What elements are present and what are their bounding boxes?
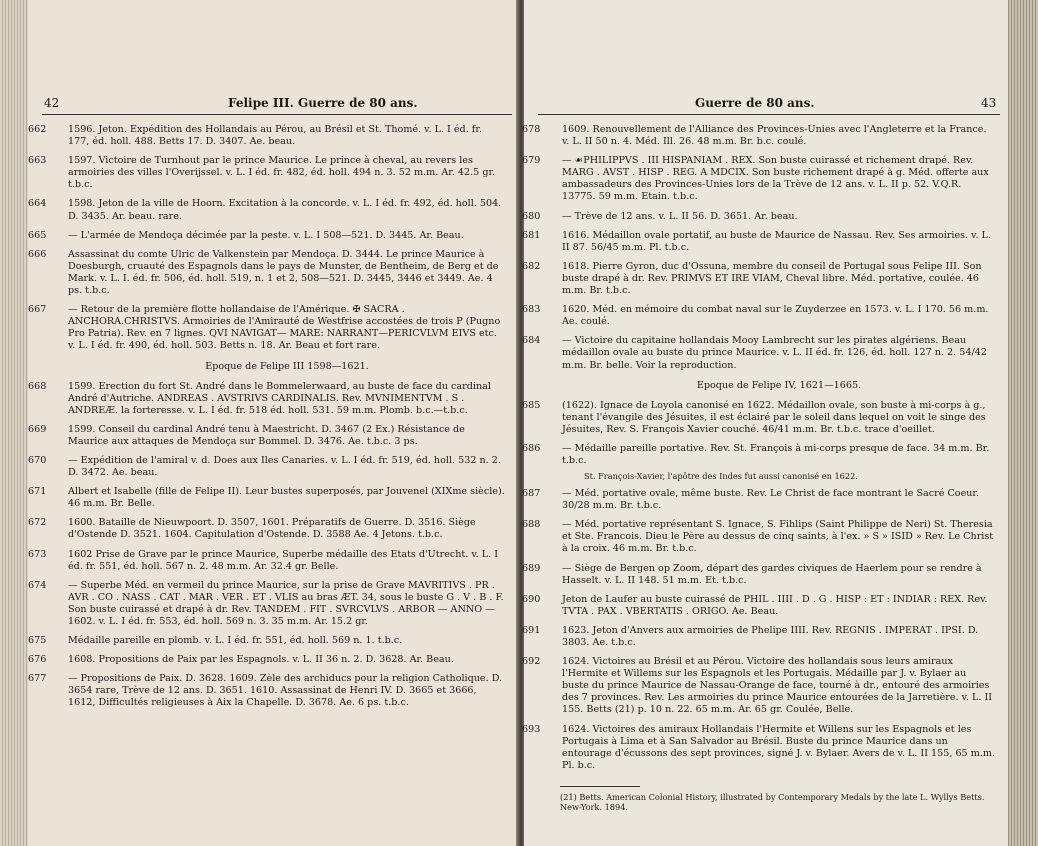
entry-number: 679 bbox=[522, 155, 541, 167]
entry-text: 1599. Erection du fort St. André dans le Bommelerwaard, au buste de face du cardinal André d'Autriche. ANDREAS . AVSTRIVS CARDINALIS. Rev. MVNIMENTVM . S . ANDREÆ. la forteresse. v. L. I éd. fr. 518 éd. holl. 531. 59 m.m. Plomb. b.c.—t.b.c. bbox=[68, 380, 491, 416]
entry-text: 1599. Conseil du cardinal André tenu à Maestricht. D. 3467 (2 Ex.) Résistance de Maurice aux attaques de Mendoça sur Bommel. D. 3476. Ae. t.b.c. 3 ps. bbox=[68, 423, 465, 447]
entry-text: 1623. Jeton d'Anvers aux armoiries de Phelipe IIII. Rev. REGNIS . IMPERAT . IPSI. D. 3803. Ae. t.b.c. bbox=[562, 624, 979, 648]
entry-number: 680 bbox=[522, 210, 541, 222]
entry-text: Jeton de Laufer au buste cuirassé de PHIL . IIII . D . G . HISP : ET : INDIAR : REX. Rev. TVTA . PAX . VBERTATIS . ORIGO. Ae. Beau. bbox=[562, 593, 988, 617]
entry-text: — ☙PHILIPPVS . III HISPANIAM . REX. Son buste cuirassé et richement drapé. Rev. MARG . AVST . HISP . REG. A MDCIX. Son buste richement drapé à g. Méd. offerte aux ambassadeurs des Provinces-Unies lors de la Trève de 12 ans. v. L. II p. 52. V.Q.R. 13775. 59 m.m. Etain. t.b.c. bbox=[562, 155, 989, 203]
catalog-entry bbox=[522, 625, 996, 649]
catalog-entry bbox=[28, 517, 506, 541]
catalog-entry bbox=[28, 424, 506, 448]
entry-text: 1597. Victoire de Turnhout par le prince Maurice. Le prince à cheval, au revers les armoiries des villes l'Overijssel. v. L. I éd. fr. 482, éd. holl. 494 n. 3. 52 m.m. Ar. 42.5 gr. t.b.c. bbox=[68, 155, 496, 191]
entry-text: — Victoire du capitaine hollandais Mooy Lambrecht sur les pirates algériens. Beau médaillon ovale au buste du prince Maurice. v. L. II éd. fr. 126, éd. holl. 127 n. 2. 54/42 m.m. Br. belle. Voir la reproduction. bbox=[562, 335, 987, 371]
entry-number: 684 bbox=[522, 335, 541, 347]
right-column bbox=[522, 124, 996, 813]
entry-number: 681 bbox=[522, 229, 541, 241]
catalog-entry bbox=[522, 230, 996, 254]
entry-text: — Trève de 12 ans. v. L. II 56. D. 3651. Ar. beau. bbox=[562, 210, 798, 222]
entry-number: 662 bbox=[28, 124, 47, 135]
entry-number: 667 bbox=[28, 304, 47, 316]
entry-number: 666 bbox=[28, 248, 47, 260]
entry-text: 1596. Jeton. Expédition des Hollandais au Pérou, au Brésil et St. Thomé. v. L. I éd. fr. 177, éd. holl. 488. Betts 17. D. 3407. Ae. beau. bbox=[68, 124, 482, 148]
entry-text: — Méd. portative ovale, même buste. Rev. Le Christ de face montrant le Sacré Coeur. 30/28 m.m. Br. t.b.c. bbox=[562, 488, 980, 512]
footnote: (21) Betts. American Colonial History, illustrated by Contemporary Medals by the late L. Wyllys Betts. New-York. 1894. bbox=[560, 791, 985, 813]
entry-number: 672 bbox=[28, 517, 47, 529]
entry-text: 1598. Jeton de la ville de Hoorn. Excitation à la concorde. v. L. I éd. fr. 492, éd. holl. 504. D. 3435. Ar. beau. rare. bbox=[68, 198, 502, 222]
catalog-entry bbox=[522, 443, 996, 467]
entry-number: 665 bbox=[28, 229, 47, 241]
entry-number: 682 bbox=[522, 260, 541, 272]
catalog-entry bbox=[522, 261, 996, 297]
page-number: 43 bbox=[981, 96, 997, 110]
catalog-entry bbox=[522, 124, 996, 148]
entry-number: 683 bbox=[522, 304, 541, 316]
catalog-entry bbox=[28, 249, 506, 297]
entry-text: 1616. Médaillon ovale portatif, au buste de Maurice de Nassau. Rev. Ses armoiries. v. L. II 87. 56/45 m.m. Pl. t.b.c. bbox=[562, 229, 991, 253]
entry-text: — Expédition de l'amiral v. d. Does aux Iles Canaries. v. L. I éd. fr. 519, éd. holl. 532 n. 2. D. 3472. Ae. beau. bbox=[68, 454, 501, 479]
catalog-entry bbox=[522, 211, 996, 223]
entry-number: 677 bbox=[28, 673, 47, 685]
catalog-entry bbox=[522, 724, 996, 772]
editorial-note: St. François-Xavier, l'apôtre des Indes fut aussi canonisé en 1622. bbox=[584, 471, 858, 482]
catalog-entry bbox=[522, 519, 996, 555]
entry-text: 1600. Bataille de Nieuwpoort. D. 3507, 1601. Préparatifs de Guerre. D. 3516. Siège d'Ostende D. 3521. 1604. Capitulation d'Ostende. D. 3588 Ae. 4 Jetons. t.b.c. bbox=[68, 517, 476, 541]
entry-number: 673 bbox=[28, 548, 47, 560]
running-header: Guerre de 80 ans. bbox=[695, 96, 815, 110]
entry-text: — Siège de Bergen op Zoom, départ des gardes civiques de Haerlem pour se rendre à Hasselt. v. L. II 148. 51 m.m. Et. t.b.c. bbox=[562, 562, 982, 586]
entry-number: 689 bbox=[522, 562, 541, 574]
entry-text: — Propositions de Paix. D. 3628. 1609. Zèle des archiducs pour la religion Catholique. D. 3654 rare, Trève de 12 ans. D. 3651. 1610. Assassinat de Henri IV. D. 3665 et 3666, 1612, Difficultés religieuses à Aix la Chapelle. D. 3678. Ae. 6 ps. t.b.c. bbox=[68, 673, 503, 709]
entry-text: 1602 Prise de Grave par le prince Maurice, Superbe médaille des Etats d'Utrecht. v. L. I éd. fr. 551, éd. holl. 567 n. 2. 48 m.m. Ar. 32.4 gr. Belle. bbox=[68, 548, 499, 572]
catalog-entry bbox=[28, 549, 506, 573]
entry-number: 675 bbox=[28, 635, 47, 647]
entry-number: 693 bbox=[522, 723, 541, 735]
entry-text: Albert et Isabelle (fille de Felipe II). Leur bustes superposés, par Jouvenel (XIXme siècle). 46 m.m. Br. Belle. bbox=[68, 486, 505, 510]
catalog-entry bbox=[522, 335, 996, 371]
entry-text: — Médaille pareille portative. Rev. St. François à mi-corps presque de face. 34 m.m. Br. t.b.c. bbox=[562, 442, 990, 466]
catalog-entry bbox=[28, 230, 506, 242]
catalog-entry bbox=[28, 673, 506, 709]
catalog-entry bbox=[28, 124, 506, 148]
entry-number: 663 bbox=[28, 155, 47, 167]
book-page-edges-left bbox=[0, 0, 30, 846]
catalog-entry bbox=[28, 198, 506, 222]
header-rule bbox=[538, 114, 1000, 115]
catalog-entry bbox=[28, 455, 506, 479]
entry-number: 670 bbox=[28, 454, 47, 466]
entry-text: 1618. Pierre Gyron, duc d'Ossuna, membre du conseil de Portugal sous Felipe III. Son buste drapé à dr. Rev. PRIMVS ET IRE VIAM, Cheval libre. Méd. portative, coulée. 46 m.m. Br. t.b.c. bbox=[562, 260, 982, 297]
page-number: 42 bbox=[44, 96, 60, 110]
catalog-entry bbox=[28, 654, 506, 666]
entry-number: 668 bbox=[28, 380, 47, 392]
entry-text: Médaille pareille en plomb. v. L. I éd. fr. 551, éd. holl. 569 n. 1. t.b.c. bbox=[68, 635, 403, 647]
left-page bbox=[28, 0, 518, 846]
entry-text: — Retour de la première flotte hollandaise de l'Amérique. ✠ SACRA . ANCHORA.CHRISTVS. Armoiries de l'Amirauté de Westfrise accostées de trois P (Pugno Pro Patria). Rev. en 7 lignes. QVI NAVIGAT— MARE: NARRANT—PERICVLVM EIVS etc. v. L. I éd. fr. 490, éd. holl. 503. Betts n. 18. Ar. Beau et fort rare. bbox=[68, 304, 501, 352]
catalog-entry bbox=[522, 594, 996, 618]
catalog-entry bbox=[28, 635, 506, 647]
entry-number: 676 bbox=[28, 654, 47, 666]
catalog-entry bbox=[28, 155, 506, 191]
entry-text: 1620. Méd. en mémoire du combat naval sur le Zuyderzee en 1573. v. L. I 170. 56 m.m. Ae. coulé. bbox=[562, 304, 989, 328]
entry-number: 692 bbox=[522, 656, 541, 668]
catalog-entry bbox=[522, 304, 996, 328]
entry-text: Assassinat du comte Ulric de Valkenstein par Mendoça. D. 3444. Le prince Maurice à Doesburgh, cruauté des Espagnols dans le pays de Munster, de Bentheim, de Berg et de Mark. v. L. I. éd. fr. 506, éd. holl. 519, n. 1 et 2, 508—521. D. 3445, 3446 et 3449. Ae. 4 ps. t.b.c. bbox=[68, 248, 499, 297]
entry-text: 1608. Propositions de Paix par les Espagnols. v. L. II 36 n. 2. D. 3628. Ar. Beau. bbox=[68, 654, 454, 666]
running-header: Felipe III. Guerre de 80 ans. bbox=[228, 96, 418, 110]
catalog-entry bbox=[522, 488, 996, 512]
entry-text: 1609. Renouvellement de l'Alliance des Provinces-Unies avec l'Angleterre et la France. v. L. II 50 n. 4. Méd. Ill. 26. 48 m.m. Br. b.c. coulé. bbox=[562, 124, 987, 148]
entry-text: — Superbe Méd. en vermeil du prince Maurice, sur la prise de Grave MAVRITIVS . PR . AVR . CO . NASS . CAT . MAR . VER . ET . VLIS au bras ÆT. 34, sous le buste G . V . B . F. Son buste cuirassé et drapé à dr. Rev. TANDEM . FIT . SVRCVLVS . ARBOR — ANNO — 1602. v. L. I éd. fr. 553, éd. holl. 569 n. 3. 35 m.m. Ar. 15.2 gr. bbox=[68, 579, 504, 627]
entry-number: 686 bbox=[522, 442, 541, 454]
entry-number: 688 bbox=[522, 519, 541, 531]
footnote-rule bbox=[560, 786, 640, 787]
catalog-entry bbox=[522, 155, 996, 203]
catalog-entry bbox=[522, 563, 996, 587]
entry-number: 671 bbox=[28, 486, 47, 498]
header-rule bbox=[42, 114, 512, 115]
catalog-entry bbox=[28, 381, 506, 417]
catalog-entry bbox=[28, 486, 506, 510]
entry-text: — Méd. portative représentant S. Ignace, S. Fihlips (Saint Philippe de Neri) St. Theresia et Ste. Francois. Dieu le Père au dessus de cinq saints, à l'ex. » S » ISID » Rev. Le Christ à la croix. 46 m.m. Br. t.b.c. bbox=[562, 519, 994, 555]
entry-text: 1624. Victoires des amiraux Hollandais l'Hermite et Willens sur les Espagnols et les Portugais à Lima et à San Salvador au Brésil. Buste du prince Maurice dans un entourage d'écussons des sept provinces, signé J. v. Bylaer. Avers de v. L. II 155, 65 m.m. Pl. b.c. bbox=[562, 723, 995, 771]
left-column bbox=[28, 124, 506, 717]
entry-number: 669 bbox=[28, 423, 47, 435]
book-page-edges-right bbox=[1006, 0, 1038, 846]
catalog-entry bbox=[28, 304, 506, 352]
entry-number: 685 bbox=[522, 399, 541, 411]
entry-text: (1622). Ignace de Loyola canonisé en 1622. Médaillon ovale, son buste à mi-corps à g., tenant l'évangile des Jésuites, il est éclairé par le soleil dans lequel on voit le singe des Jésuites, Rev. S. François Xavier couché. 46/41 m.m. Br. t.b.c. trace d'oeillet. bbox=[562, 399, 986, 435]
entry-text: — L'armée de Mendoça décimée par la peste. v. L. I 508—521. D. 3445. Ar. Beau. bbox=[68, 229, 464, 241]
right-page bbox=[524, 0, 1008, 846]
section-title: Epoque de Felipe III 1598—1621. bbox=[205, 360, 369, 372]
catalog-entry bbox=[522, 656, 996, 716]
entry-number: 690 bbox=[522, 593, 541, 605]
entry-text: 1624. Victoires au Brésil et au Pérou. Victoire des hollandais sous leurs amiraux l'Hermite et Willems sur les Espagnols et les Portugais. Médaille par J. v. Bylaer au buste du prince Maurice de Nassau-Orange de face, tourné à dr., entouré des armoiries des 7 provinces. Rev. Les armoiries du prince Maurice entourées de la Jarretière. v. L. II 155. Betts (21) p. 10 n. 22. 65 m.m. Ar. 65 gr. Coulée, Belle. bbox=[562, 656, 993, 716]
entry-number: 664 bbox=[28, 198, 47, 210]
entry-number: 687 bbox=[522, 488, 541, 500]
entry-number: 674 bbox=[28, 579, 47, 591]
catalog-entry bbox=[28, 580, 506, 628]
entry-number: 678 bbox=[522, 124, 541, 135]
section-title: Epoque de Felipe IV, 1621—1665. bbox=[696, 379, 862, 391]
entry-number: 691 bbox=[522, 624, 541, 636]
catalog-entry bbox=[522, 400, 996, 436]
